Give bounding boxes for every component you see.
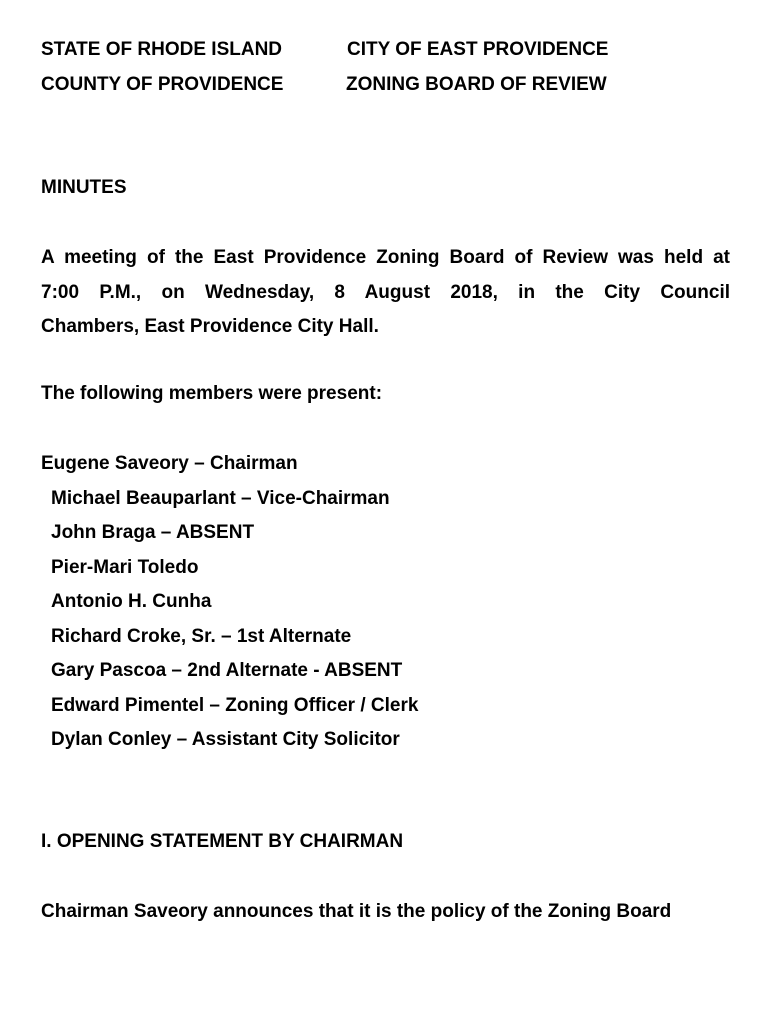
intro-line: 7:00 P.M., on Wednesday, 8 August 2018, in the City Council (41, 281, 730, 303)
policy-text: Chairman Saveory announces that it is the policy of the Zoning Board (41, 901, 672, 922)
intro-paragraph (41, 244, 730, 348)
member-item: Michael Beauparlant – Vice-Chairman (51, 487, 390, 509)
member-item: John Braga – ABSENT (51, 522, 255, 543)
header-county: COUNTY OF PROVIDENCE (41, 74, 284, 95)
member-item: Edward Pimentel – Zoning Officer / Clerk (51, 694, 419, 716)
members-list (41, 452, 730, 763)
member-item: Richard Croke, Sr. – 1st Alternate (51, 625, 352, 647)
member-item: Antonio H. Cunha (51, 591, 212, 612)
header-state: STATE OF RHODE ISLAND (41, 39, 283, 60)
member-item: Eugene Saveory – Chairman (41, 453, 298, 474)
intro-line: Chambers, East Providence City Hall. (41, 316, 379, 337)
member-item: Pier-Mari Toledo (51, 556, 199, 578)
header-row-2 (41, 73, 607, 97)
present-heading: The following members were present: (41, 383, 383, 404)
intro-line: A meeting of the East Providence Zoning Board of Review was held at (41, 247, 730, 268)
section-heading: I. OPENING STATEMENT BY CHAIRMAN (41, 831, 404, 852)
header-row-1 (41, 38, 609, 62)
member-item: Dylan Conley – Assistant City Solicitor (51, 729, 400, 750)
header-city: CITY OF EAST PROVIDENCE (347, 39, 609, 60)
minutes-title: MINUTES (41, 177, 127, 198)
header-board: ZONING BOARD OF REVIEW (346, 74, 607, 95)
member-item: Gary Pascoa – 2nd Alternate - ABSENT (51, 660, 403, 681)
